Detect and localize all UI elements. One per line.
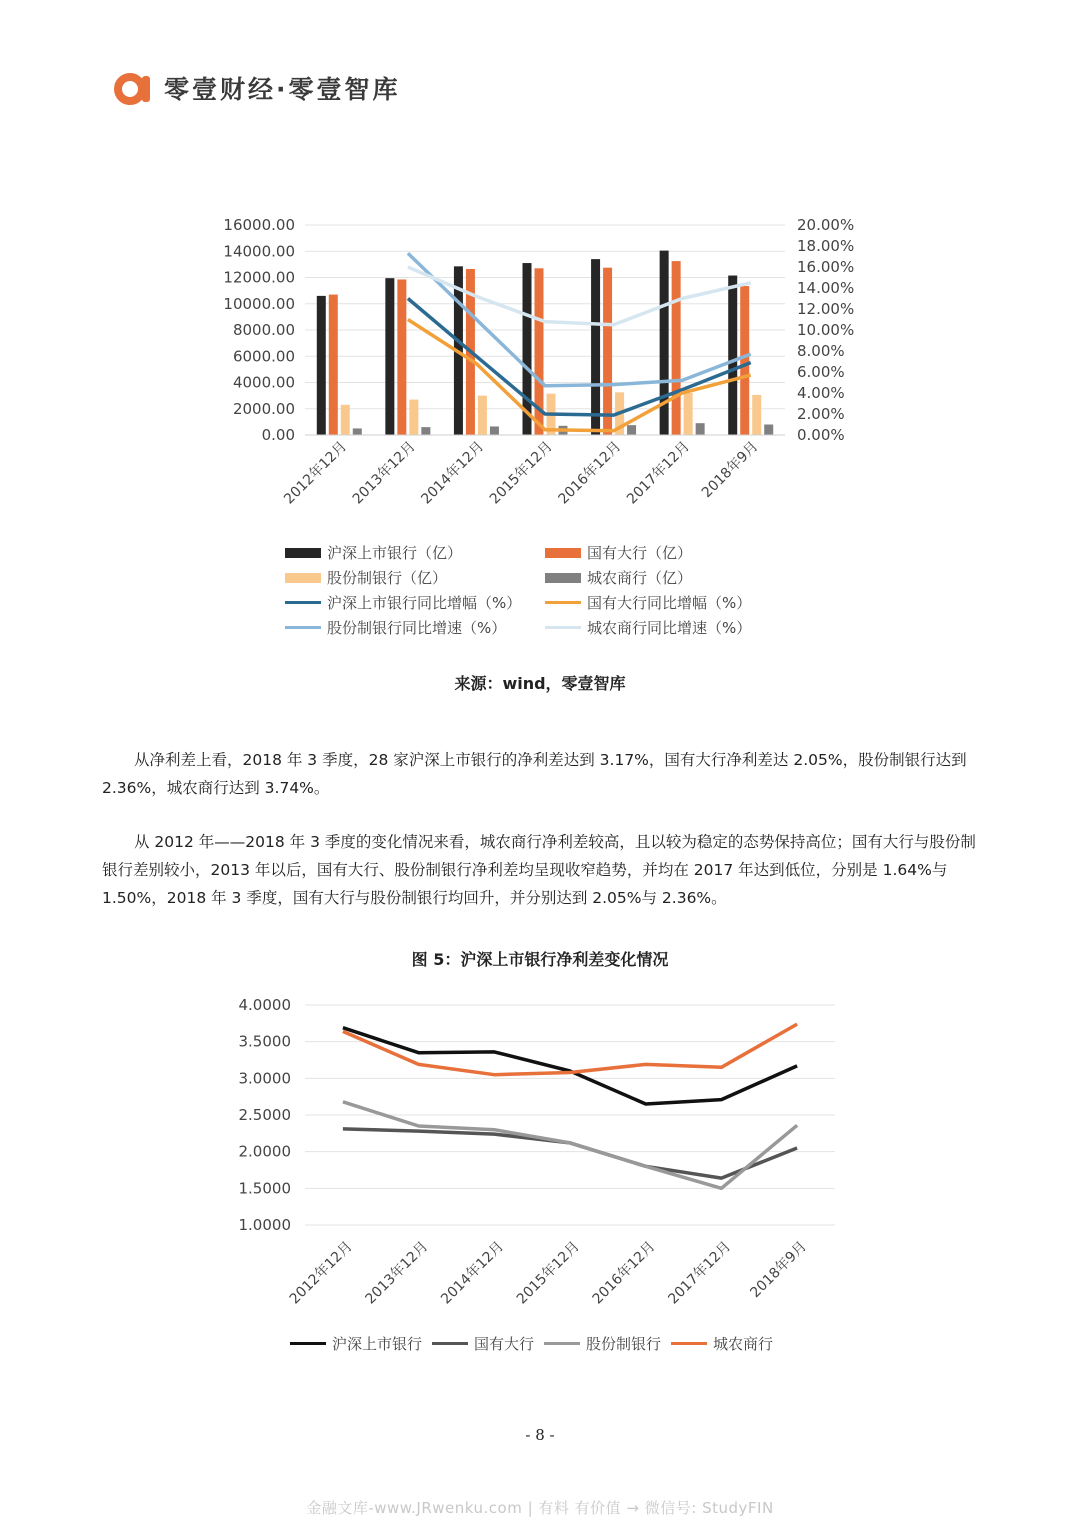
bar [329,295,338,435]
y2-tick-label: 20.00% [797,216,855,234]
legend-label: 城农商行 [713,1335,774,1353]
paragraph-2 [102,828,982,912]
legend-item [545,617,805,638]
y-tick-label: 6000.00 [232,347,295,366]
legend-label: 国有大行同比增幅（%） [587,594,752,612]
legend-swatch [432,1342,468,1345]
legend-swatch [545,601,581,604]
x-tick-label: 2012年12月 [286,1238,356,1308]
chart2-legend [290,1333,783,1354]
y-tick-label: 14000.00 [223,242,295,261]
chart-net-interest-spread [220,985,860,1320]
series-line [343,1028,797,1104]
brand-name: 零壹财经·零壹智库 [164,75,401,104]
y2-tick-label: 18.00% [797,237,855,255]
paragraph-1-text: 从净利差上看，2018 年 3 季度，28 家沪深上市银行的净利差达到 3.17%，国有大行净利差达 2.05%，股份制银行达到 2.36%，城农商行达到 3.74%。 [102,751,967,797]
x-tick-label: 2013年12月 [362,1238,432,1308]
x-tick-label: 2016年12月 [589,1238,659,1308]
y-tick-label: 3.5000 [238,1032,291,1051]
legend-item [544,1333,661,1354]
x-tick-label: 2015年12月 [486,438,556,508]
header [112,66,401,110]
bar [627,425,636,435]
legend-item [290,1333,422,1354]
legend-label: 股份制银行 [586,1335,662,1353]
y-tick-label: 12000.00 [223,268,295,287]
bar [353,428,362,435]
y2-tick-label: 10.00% [797,321,855,339]
series-line [343,1129,797,1178]
legend-swatch [285,601,321,604]
x-tick-label: 2014年12月 [418,438,488,508]
y-tick-label: 1.0000 [238,1216,291,1234]
y-tick-label: 2000.00 [232,399,295,418]
legend-item [285,567,545,588]
legend-item [285,542,545,563]
x-tick-label: 2017年12月 [665,1238,735,1308]
legend-label: 国有大行 [474,1335,535,1353]
legend-swatch [545,573,581,583]
x-tick-label: 2015年12月 [513,1238,583,1308]
y-tick-label: 16000.00 [223,216,295,234]
bar [591,259,600,435]
bar [490,426,499,435]
legend-label: 城农商行（亿） [587,569,693,587]
bar [385,278,394,435]
legend-swatch [285,548,321,558]
legend-label: 股份制银行同比增速（%） [327,619,507,637]
legend-label: 沪深上市银行同比增幅（%） [327,594,522,612]
page-number: - 8 - [525,1426,555,1444]
legend-swatch [285,573,321,583]
x-tick-label: 2013年12月 [349,438,419,508]
bar [409,400,418,435]
brand-logo-icon [112,68,152,108]
legend-swatch [545,626,581,629]
watermark: 金融文库-www.JRwenku.com | 有料 有价值 → 微信号: StudyFIN [306,1499,774,1517]
bar [317,296,326,435]
x-tick-label: 2014年12月 [438,1238,508,1308]
legend-item [545,567,805,588]
x-tick-label: 2018年9月 [747,1238,810,1302]
y2-tick-label: 12.00% [797,300,855,318]
y-tick-label: 4.0000 [238,996,291,1014]
bar [478,396,487,435]
legend-label: 沪深上市银行（亿） [327,544,463,562]
y-tick-label: 0.00 [261,426,295,444]
legend-label: 沪深上市银行 [332,1335,423,1353]
bar [684,393,693,435]
y-tick-label: 8000.00 [232,321,295,339]
y-tick-label: 1.5000 [238,1179,291,1198]
legend-swatch [671,1342,707,1345]
chart1-legend [285,540,805,640]
y2-tick-label: 6.00% [797,363,845,381]
bar [421,427,430,435]
bar [764,425,773,436]
y2-tick-label: 16.00% [797,258,855,276]
legend-label: 股份制银行（亿） [327,569,448,587]
x-tick-label: 2018年9月 [698,438,762,502]
y-tick-label: 2.5000 [238,1106,291,1124]
legend-item [545,542,805,563]
legend-swatch [290,1342,326,1345]
y2-tick-label: 14.00% [797,279,855,297]
bar [341,405,350,435]
y-tick-label: 10000.00 [223,294,295,313]
legend-item [285,617,545,638]
legend-swatch [545,548,581,558]
bar [603,268,612,435]
bar [660,251,669,435]
legend-item [545,592,805,613]
y2-tick-label: 4.00% [797,384,845,402]
bar [696,423,705,435]
bar [740,286,749,435]
legend-label: 国有大行（亿） [587,544,693,562]
legend-item [432,1333,534,1354]
paragraph-1 [102,746,982,802]
y-tick-label: 3.0000 [238,1069,291,1088]
figure-5-title: 图 5：沪深上市银行净利差变化情况 [411,950,669,969]
chart-source: 来源：wind，零壹智库 [454,674,626,693]
x-tick-label: 2012年12月 [281,438,351,508]
y2-tick-label: 2.00% [797,405,845,423]
legend-item [671,1333,773,1354]
bar [397,279,406,435]
x-tick-label: 2017年12月 [624,438,693,508]
y-tick-label: 2.0000 [238,1142,291,1161]
bar [728,276,737,435]
paragraph-2-text: 从 2012 年——2018 年 3 季度的变化情况来看，城农商行净利差较高，且以较为稳定的态势保持高位；国有大行与股份制银行差别较小，2013 年以后，国有大行、股份制银行净利差均呈现收窄趋势，并均在 2017 年达到低位，分别是 1.64%与 1.50%，2018 年 3 季度，国有大行与股份制银行均回升，并分别达到 2.05%与 2.36%。 [102,833,976,907]
chart-net-profit-bar-line [210,210,870,535]
legend-item [285,592,545,613]
y-tick-label: 4000.00 [232,373,295,392]
bar [672,261,681,435]
y2-tick-label: 8.00% [797,342,845,360]
legend-label: 城农商行同比增速（%） [587,619,752,637]
x-tick-label: 2016年12月 [555,438,625,508]
legend-swatch [285,626,321,629]
y2-tick-label: 0.00% [797,426,845,444]
legend-swatch [544,1342,580,1345]
bar [752,395,761,435]
